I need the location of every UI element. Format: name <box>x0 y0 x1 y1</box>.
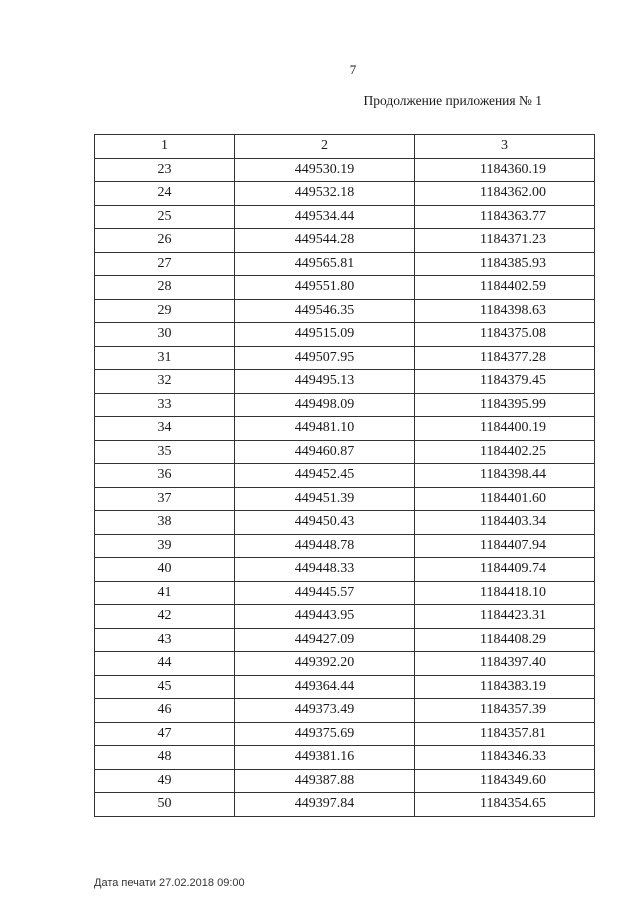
table-row <box>95 323 595 347</box>
table-row <box>95 628 595 652</box>
y-coordinate-cell: 1184407.94 <box>415 534 595 558</box>
table-row <box>95 534 595 558</box>
point-number-cell: 23 <box>95 158 235 182</box>
table-row <box>95 370 595 394</box>
y-coordinate-cell: 1184357.39 <box>415 699 595 723</box>
table-row <box>95 464 595 488</box>
point-number-cell: 27 <box>95 252 235 276</box>
y-coordinate-cell: 1184403.34 <box>415 511 595 535</box>
table-row <box>95 722 595 746</box>
y-coordinate-cell: 1184360.19 <box>415 158 595 182</box>
column-header-x: 2 <box>235 135 415 159</box>
table-row <box>95 581 595 605</box>
x-coordinate-cell: 449532.18 <box>235 182 415 206</box>
table-row <box>95 605 595 629</box>
y-coordinate-cell: 1184398.63 <box>415 299 595 323</box>
table-row <box>95 346 595 370</box>
table-row <box>95 769 595 793</box>
x-coordinate-cell: 449460.87 <box>235 440 415 464</box>
x-coordinate-cell: 449451.39 <box>235 487 415 511</box>
x-coordinate-cell: 449448.78 <box>235 534 415 558</box>
point-number-cell: 43 <box>95 628 235 652</box>
x-coordinate-cell: 449544.28 <box>235 229 415 253</box>
table-row <box>95 205 595 229</box>
x-coordinate-cell: 449481.10 <box>235 417 415 441</box>
y-coordinate-cell: 1184398.44 <box>415 464 595 488</box>
y-coordinate-cell: 1184379.45 <box>415 370 595 394</box>
page-number: 7 <box>349 62 357 77</box>
y-coordinate-cell: 1184400.19 <box>415 417 595 441</box>
y-coordinate-cell: 1184349.60 <box>415 769 595 793</box>
coordinates-table <box>94 134 595 817</box>
table-body <box>95 158 595 816</box>
x-coordinate-cell: 449515.09 <box>235 323 415 347</box>
point-number-cell: 47 <box>95 722 235 746</box>
appendix-title: Продолжение приложения № 1 <box>363 93 542 108</box>
y-coordinate-cell: 1184423.31 <box>415 605 595 629</box>
x-coordinate-cell: 449551.80 <box>235 276 415 300</box>
table-row <box>95 699 595 723</box>
point-number-cell: 38 <box>95 511 235 535</box>
table-row <box>95 558 595 582</box>
y-coordinate-cell: 1184346.33 <box>415 746 595 770</box>
point-number-cell: 28 <box>95 276 235 300</box>
table-row <box>95 276 595 300</box>
print-date: Дата печати 27.02.2018 09:00 <box>94 877 245 889</box>
column-header-y: 3 <box>415 135 595 159</box>
x-coordinate-cell: 449375.69 <box>235 722 415 746</box>
x-coordinate-cell: 449452.45 <box>235 464 415 488</box>
x-coordinate-cell: 449427.09 <box>235 628 415 652</box>
table-header-row <box>95 135 595 159</box>
table-row <box>95 182 595 206</box>
point-number-cell: 45 <box>95 675 235 699</box>
point-number-cell: 33 <box>95 393 235 417</box>
y-coordinate-cell: 1184402.59 <box>415 276 595 300</box>
x-coordinate-cell: 449448.33 <box>235 558 415 582</box>
point-number-cell: 32 <box>95 370 235 394</box>
point-number-cell: 36 <box>95 464 235 488</box>
x-coordinate-cell: 449565.81 <box>235 252 415 276</box>
table-row <box>95 746 595 770</box>
x-coordinate-cell: 449445.57 <box>235 581 415 605</box>
y-coordinate-cell: 1184385.93 <box>415 252 595 276</box>
x-coordinate-cell: 449534.44 <box>235 205 415 229</box>
point-number-cell: 26 <box>95 229 235 253</box>
x-coordinate-cell: 449443.95 <box>235 605 415 629</box>
point-number-cell: 42 <box>95 605 235 629</box>
table-row <box>95 440 595 464</box>
point-number-cell: 39 <box>95 534 235 558</box>
table-row <box>95 652 595 676</box>
point-number-cell: 48 <box>95 746 235 770</box>
table-header <box>95 135 595 159</box>
x-coordinate-cell: 449530.19 <box>235 158 415 182</box>
point-number-cell: 34 <box>95 417 235 441</box>
table-row <box>95 675 595 699</box>
table-row <box>95 417 595 441</box>
y-coordinate-cell: 1184418.10 <box>415 581 595 605</box>
point-number-cell: 46 <box>95 699 235 723</box>
x-coordinate-cell: 449498.09 <box>235 393 415 417</box>
column-header-point-number: 1 <box>95 135 235 159</box>
table-row <box>95 511 595 535</box>
x-coordinate-cell: 449392.20 <box>235 652 415 676</box>
table-row <box>95 252 595 276</box>
point-number-cell: 41 <box>95 581 235 605</box>
y-coordinate-cell: 1184408.29 <box>415 628 595 652</box>
table-row <box>95 393 595 417</box>
y-coordinate-cell: 1184409.74 <box>415 558 595 582</box>
y-coordinate-cell: 1184402.25 <box>415 440 595 464</box>
point-number-cell: 29 <box>95 299 235 323</box>
x-coordinate-cell: 449450.43 <box>235 511 415 535</box>
y-coordinate-cell: 1184383.19 <box>415 675 595 699</box>
table-row <box>95 793 595 817</box>
y-coordinate-cell: 1184401.60 <box>415 487 595 511</box>
x-coordinate-cell: 449373.49 <box>235 699 415 723</box>
y-coordinate-cell: 1184363.77 <box>415 205 595 229</box>
y-coordinate-cell: 1184354.65 <box>415 793 595 817</box>
x-coordinate-cell: 449397.84 <box>235 793 415 817</box>
point-number-cell: 50 <box>95 793 235 817</box>
point-number-cell: 30 <box>95 323 235 347</box>
x-coordinate-cell: 449507.95 <box>235 346 415 370</box>
table-row <box>95 299 595 323</box>
x-coordinate-cell: 449495.13 <box>235 370 415 394</box>
y-coordinate-cell: 1184371.23 <box>415 229 595 253</box>
y-coordinate-cell: 1184377.28 <box>415 346 595 370</box>
point-number-cell: 44 <box>95 652 235 676</box>
x-coordinate-cell: 449381.16 <box>235 746 415 770</box>
y-coordinate-cell: 1184397.40 <box>415 652 595 676</box>
point-number-cell: 25 <box>95 205 235 229</box>
point-number-cell: 49 <box>95 769 235 793</box>
x-coordinate-cell: 449546.35 <box>235 299 415 323</box>
point-number-cell: 24 <box>95 182 235 206</box>
point-number-cell: 31 <box>95 346 235 370</box>
y-coordinate-cell: 1184395.99 <box>415 393 595 417</box>
table-row <box>95 158 595 182</box>
point-number-cell: 40 <box>95 558 235 582</box>
y-coordinate-cell: 1184375.08 <box>415 323 595 347</box>
table-row <box>95 487 595 511</box>
point-number-cell: 37 <box>95 487 235 511</box>
y-coordinate-cell: 1184357.81 <box>415 722 595 746</box>
y-coordinate-cell: 1184362.00 <box>415 182 595 206</box>
x-coordinate-cell: 449387.88 <box>235 769 415 793</box>
x-coordinate-cell: 449364.44 <box>235 675 415 699</box>
point-number-cell: 35 <box>95 440 235 464</box>
table-row <box>95 229 595 253</box>
